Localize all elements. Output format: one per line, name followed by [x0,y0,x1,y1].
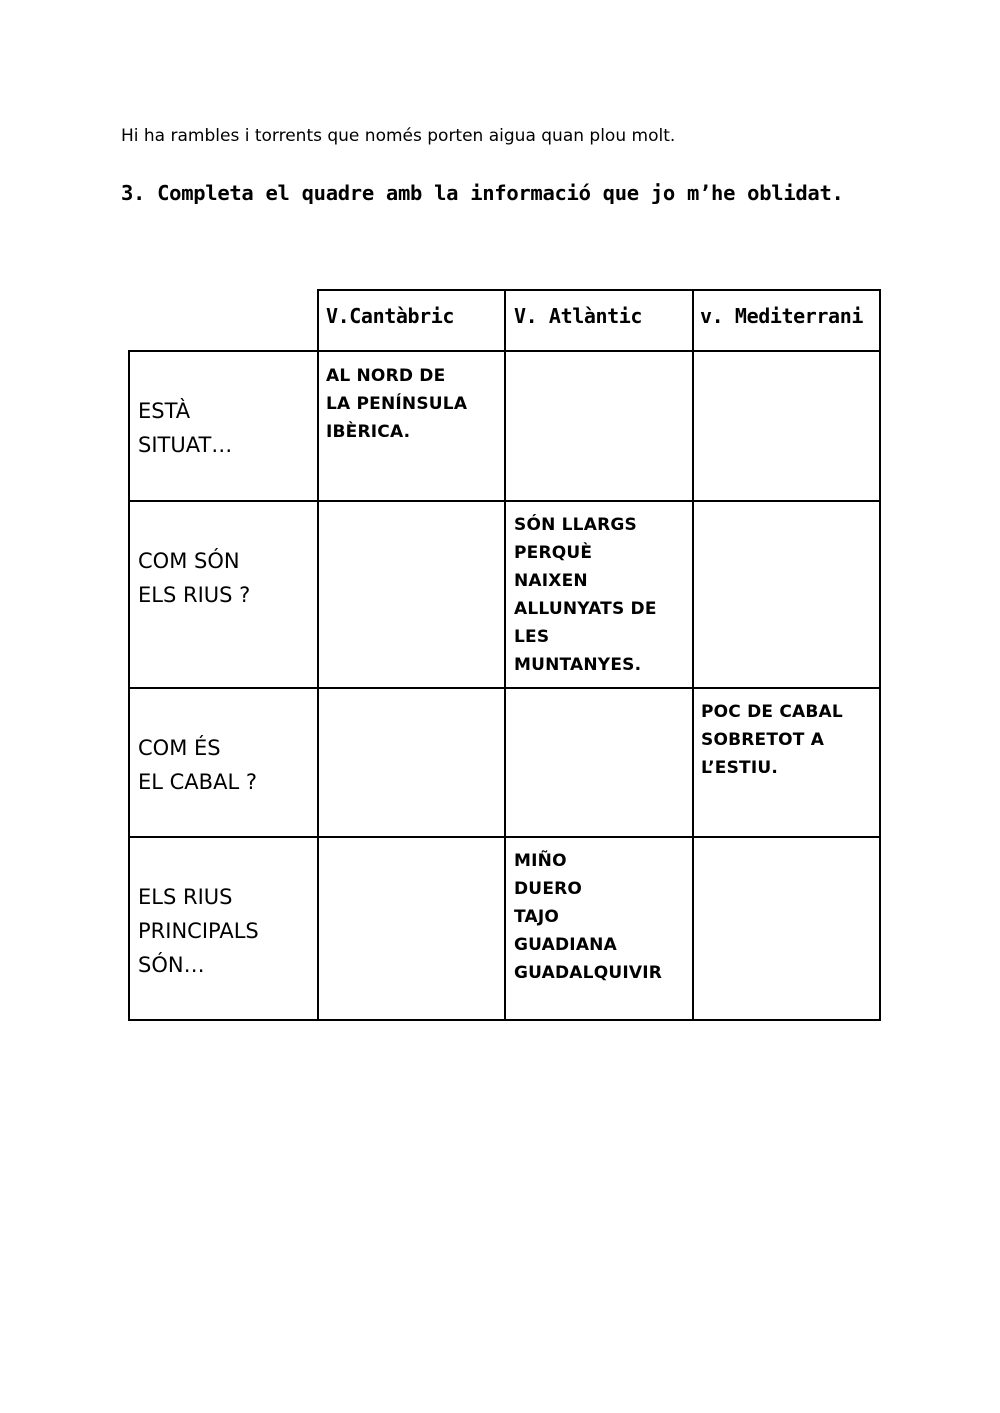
table-col-divider-3 [692,289,694,1021]
column-header-atlantic: V. Atlàntic [514,304,643,328]
column-header-mediterrani: v. Mediterrani [700,304,863,328]
column-header-cantabric: V.Cantàbric [326,304,455,328]
table-border-left [128,350,130,1021]
intro-text: Hi ha rambles i torrents que només porten aigua quan plou molt. [121,126,676,146]
table-col-divider-2 [504,289,506,1021]
row-label-rivers: COM SÓN ELS RIUS ? [138,549,251,607]
row-label-flow: COM ÉS EL CABAL ? [138,736,257,794]
cell-situation-cantabric: AL NORD DE LA PENÍNSULA IBÈRICA. [326,366,468,442]
table-col-divider-1 [317,289,319,1021]
cell-flow-mediterrani: POC DE CABAL SOBRETOT A L’ESTIU. [701,702,843,778]
table-border-right [879,289,881,1021]
exercise-heading: 3. Completa el quadre amb la informació que jo m’he oblidat. [121,181,844,205]
row-label-main-rivers: ELS RIUS PRINCIPALS SÓN… [138,885,259,977]
cell-rivers-atlantic: SÓN LLARGS PERQUÈ NAIXEN ALLUNYATS DE LES MUNTANYES. [514,515,657,675]
cell-main-rivers-atlantic: MIÑO DUERO TAJO GUADIANA GUADALQUIVIR [514,851,663,983]
row-label-situation: ESTÀ SITUAT… [138,399,233,457]
table-border-top-header [317,289,881,291]
